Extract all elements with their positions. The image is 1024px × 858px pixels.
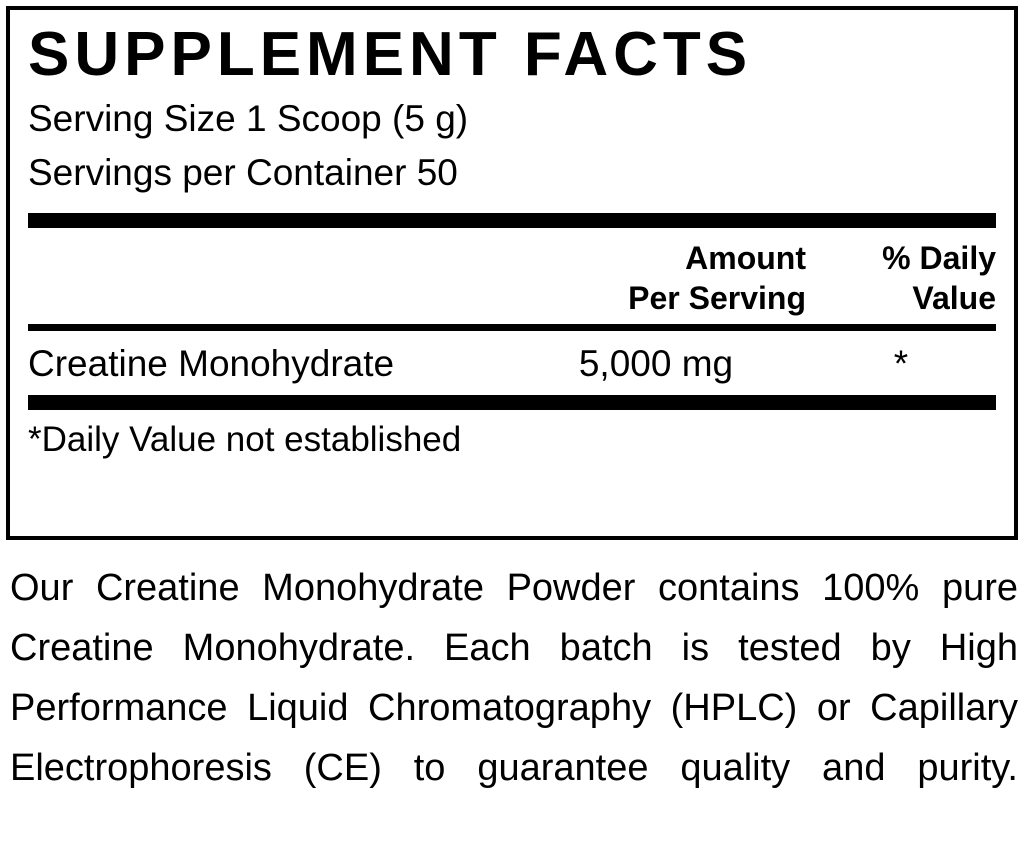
divider-medium xyxy=(28,324,996,331)
panel-title: SUPPLEMENT FACTS xyxy=(28,20,753,89)
amount-per-serving-header xyxy=(506,238,806,318)
serving-size-text: Serving Size 1 Scoop (5 g) xyxy=(28,98,469,139)
daily-value-footnote: *Daily Value not established xyxy=(28,420,462,460)
daily-value-header-line1: % Daily xyxy=(882,240,996,277)
servings-per-container-text: Servings per Container 50 xyxy=(28,151,458,193)
table-row xyxy=(28,331,996,389)
nutrient-name: Creatine Monohydrate xyxy=(28,343,395,385)
divider-thick-top xyxy=(28,213,996,228)
amount-header-line2: Per Serving xyxy=(628,280,806,317)
product-description: Our Creatine Monohydrate Powder contains 100% pure Creatine Monohydrate. Each batch is tested by High Performance Liquid Chromatography (HPLC) or Capillary Electrophoresis (CE) to guarantee quality and purity. xyxy=(10,567,1018,790)
nutrient-amount: 5,000 mg xyxy=(578,343,734,385)
daily-value-header xyxy=(806,238,996,318)
amount-header-line1: Amount xyxy=(685,240,806,277)
column-headers-row xyxy=(28,228,996,318)
divider-thick-bottom xyxy=(28,395,996,410)
nutrient-daily-value: * xyxy=(893,343,909,385)
supplement-facts-panel xyxy=(6,6,1018,540)
daily-value-header-line2: Value xyxy=(912,280,996,317)
